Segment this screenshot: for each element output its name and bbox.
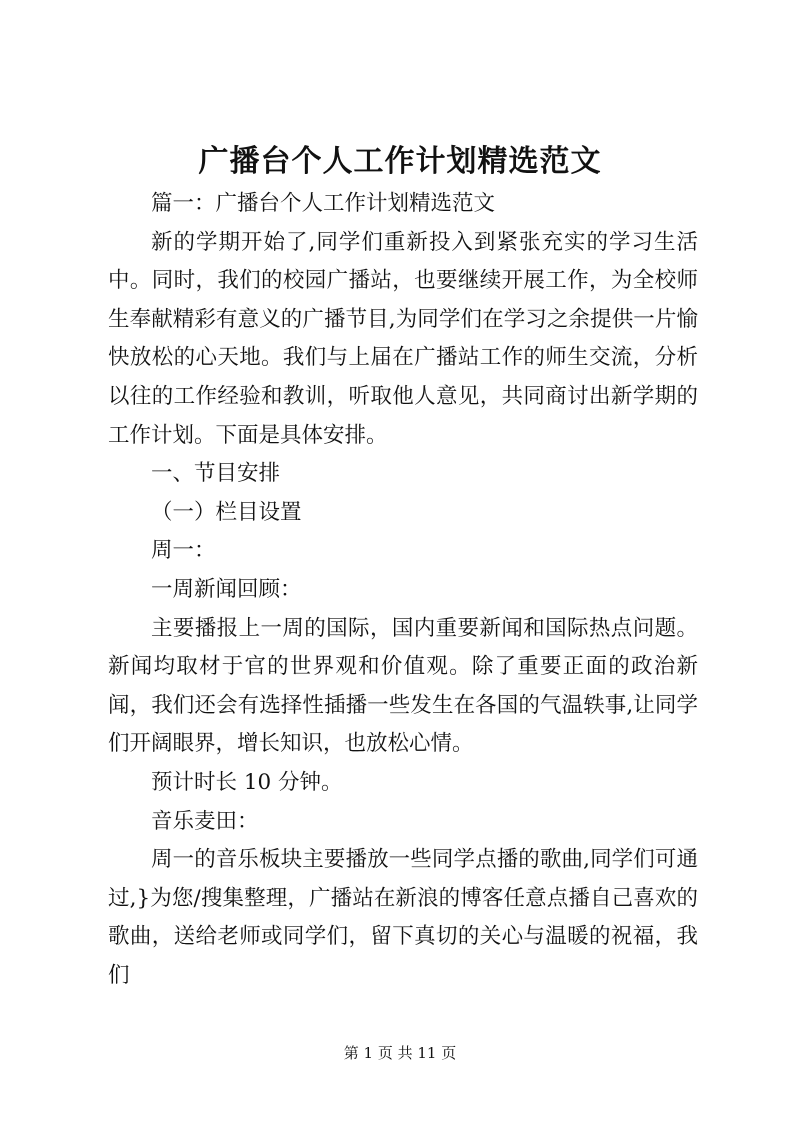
program-name: 一周新闻回顾： <box>151 576 302 602</box>
day-label: 周一： <box>151 538 216 564</box>
body-paragraph: 新的学期开始了,同学们重新投入到紧张充实的学习生活中。同时，我们的校园广播站，也要继续开展工作，为全校师生奉献精彩有意义的广播节目,为同学们在学习之余提供一片愉快放松的心天地。我们与上届在广播站工作的师生交流，分析以往的工作经验和教训，听取他人意见，共同商讨出新学期的工作计划。下面是具体安排。 <box>108 229 698 448</box>
page-footer: 第 1 页 共 11 页 <box>343 1044 457 1062</box>
subsection-heading: （一）栏目设置 <box>151 499 302 525</box>
section-heading: 篇一：广播台个人工作计划精选范文 <box>151 191 496 216</box>
duration-note: 预计时长 10 分钟。 <box>151 769 343 795</box>
program-name: 音乐麦田： <box>151 808 259 834</box>
document-body <box>108 185 698 995</box>
section-heading: 一、节目安排 <box>151 461 281 487</box>
document-title: 广播台个人工作计划精选范文 <box>198 144 602 179</box>
body-paragraph: 主要播报上一周的国际，国内重要新闻和国际热点问题。新闻均取材于官的世界观和价值观。除了重要正面的政治新闻，我们还会有选择性插播一些发生在各国的气温轶事,让同学们开阔眼界，增长知识，也放松心情。 <box>108 615 698 757</box>
body-paragraph: 周一的音乐板块主要播放一些同学点播的歌曲,同学们可通过,}为您/搜集整理，广播站在新浪的博客任意点播自己喜欢的歌曲，送给老师或同学们，留下真切的关心与温暖的祝福，我们 <box>108 847 698 988</box>
